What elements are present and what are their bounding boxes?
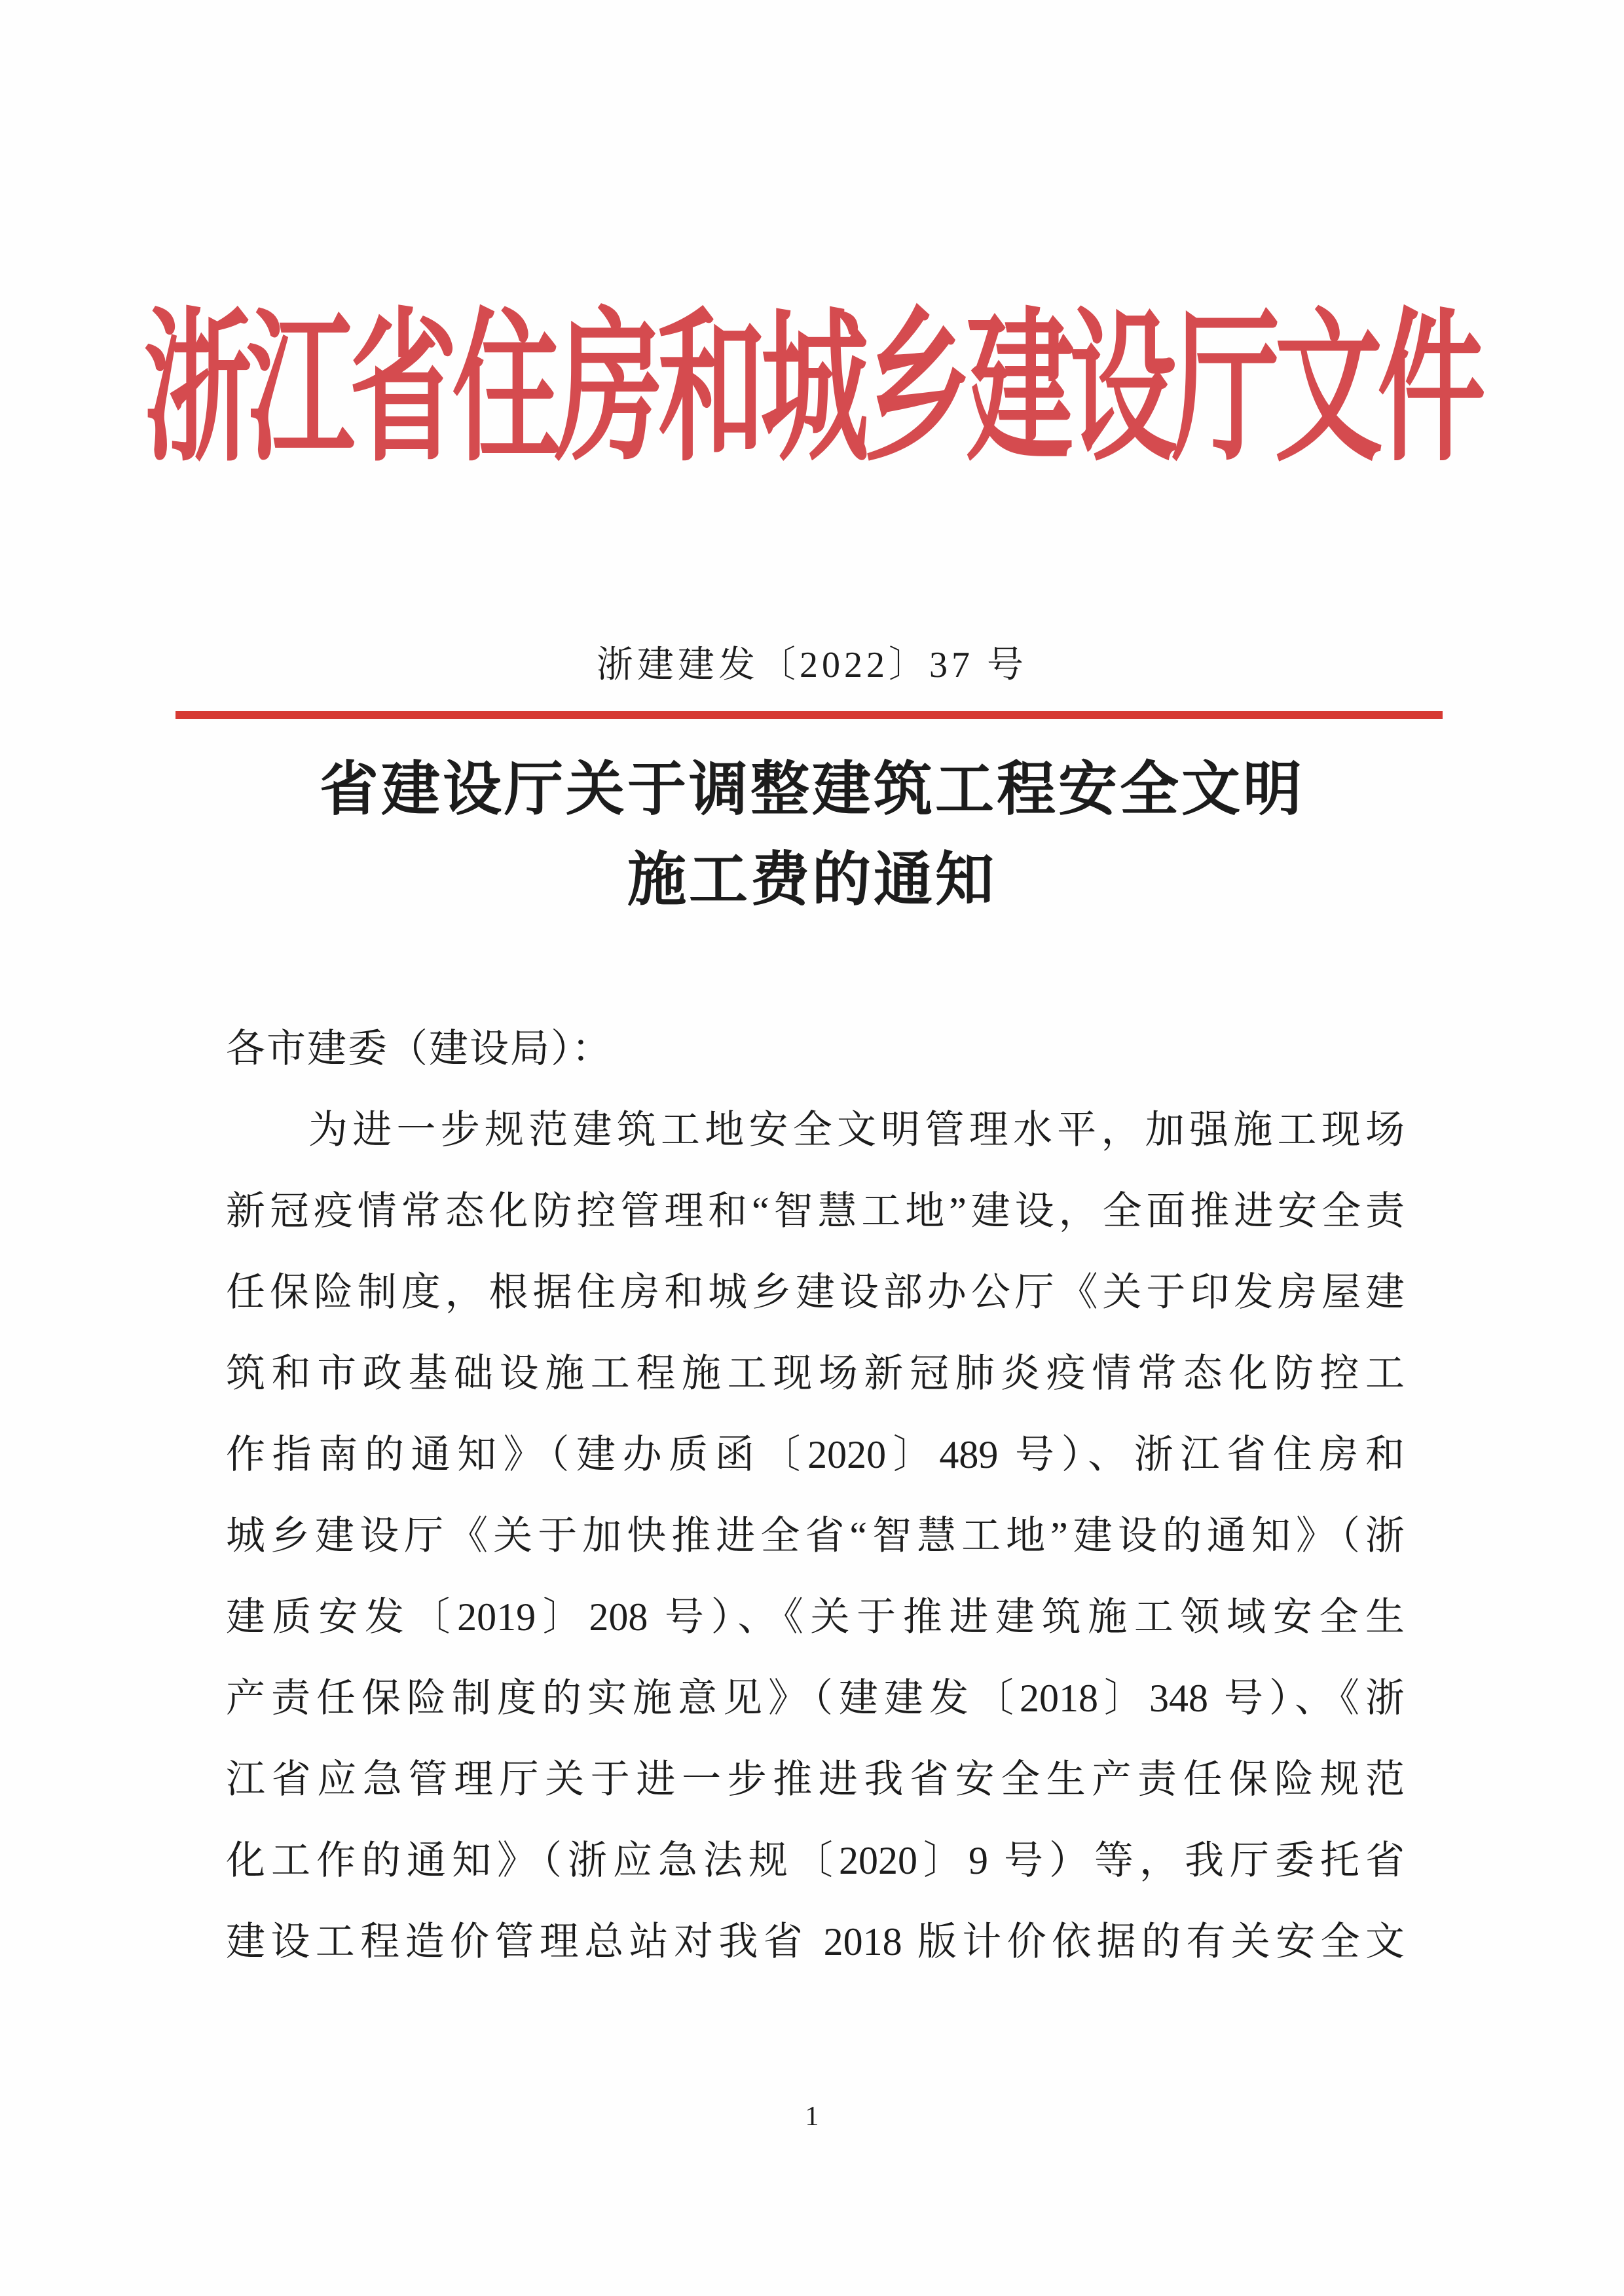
body-line: 化工作的通知》（浙应急法规〔2020〕9 号）等，我厅委托省 [226, 1839, 1405, 1882]
body-line: 新冠疫情常态化防控管理和“智慧工地”建设，全面推进安全责 [226, 1190, 1405, 1233]
body-line: 建质安发〔2019〕208 号）、《关于推进建筑施工领域安全生 [226, 1595, 1405, 1639]
department-banner [0, 299, 1624, 481]
body-line: 筑和市政基础设施工程施工现场新冠肺炎疫情常态化防控工 [226, 1352, 1405, 1395]
banner-title: 浙江省住房和城乡建设厅文件 [143, 299, 1481, 481]
document-body [226, 1008, 1405, 1982]
document-title-line-1: 省建设厅关于调整建筑工程安全文明 [320, 757, 1304, 822]
document-title [0, 745, 1624, 926]
body-line: 产责任保险制度的实施意见》（建建发〔2018〕348 号）、《浙 [226, 1677, 1405, 1720]
red-divider-rule [175, 711, 1443, 719]
body-line: 建设工程造价管理总站对我省 2018 版计价依据的有关安全文 [226, 1920, 1405, 1963]
document-title-line-2: 施工费的通知 [627, 848, 997, 913]
body-line: 为进一步规范建筑工地安全文明管理水平，加强施工现场 [308, 1108, 1405, 1152]
body-line: 任保险制度，根据住房和城乡建设部办公厅《关于印发房屋建 [226, 1271, 1405, 1314]
body-line: 城乡建设厅《关于加快推进全省“智慧工地”建设的通知》（浙 [226, 1514, 1405, 1558]
body-line: 江省应急管理厅关于进一步推进我省安全生产责任保险规范 [226, 1758, 1405, 1801]
document-reference-number: 浙建建发〔2022〕37 号 [597, 645, 1027, 685]
body-line: 作指南的通知》（建办质函〔2020〕489 号）、浙江省住房和 [226, 1433, 1405, 1476]
page-number: 1 [805, 2102, 819, 2132]
salutation-line: 各市建委（建设局）： [226, 1027, 612, 1070]
